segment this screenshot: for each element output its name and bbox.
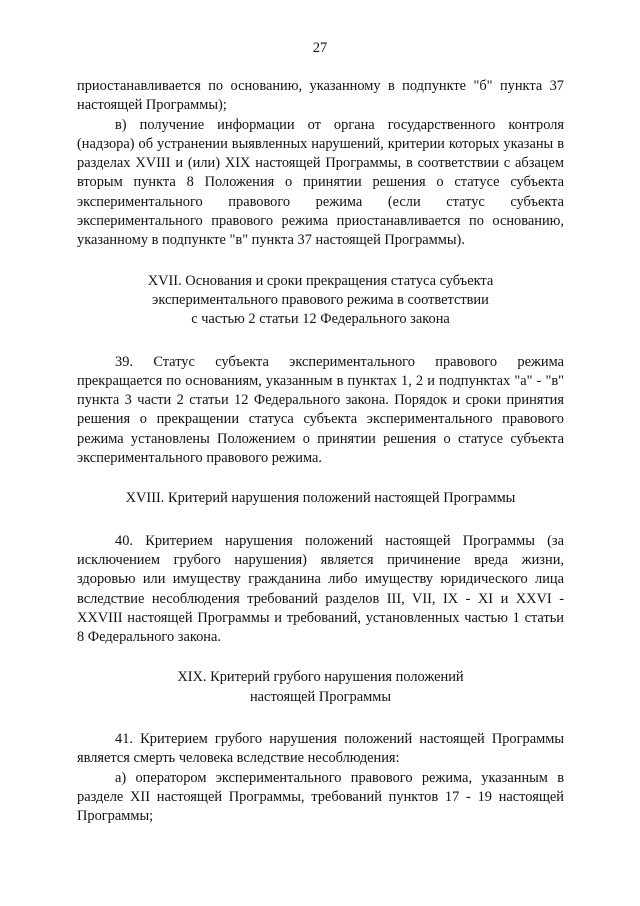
page-number: 27	[312, 40, 328, 56]
section-heading-xvii: XVII. Основания и сроки прекращения статуса субъекта экспериментального правового режима в соответствии с частью 2 статьи 12 Федерального закона	[147, 272, 494, 328]
section-heading-xviii: XVIII. Критерий нарушения положений настоящей Программы	[125, 490, 516, 507]
section-heading-xix: XIX. Критерий грубого нарушения положений настоящей Программы	[177, 669, 464, 705]
paragraph-39: 39. Статус субъекта экспериментального правового режима прекращается по основаниям, указанным в пунктах 1, 2 и подпунктах "а" - "в" пункта 3 части 2 статьи 12 Федерального закона. Порядок и сроки принятия решения о прекращении статуса субъекта экспериментального правового режима установлены Положением о принятии решения о статусе субъекта экспериментального правового режима.	[77, 353, 564, 467]
paragraph-item-v: в) получение информации от органа государственного контроля (надзора) об устранении выявленных нарушений, критерии которых указаны в разделах XVIII и (или) XIX настоящей Программы, в соответствии с абзацем вторым пункта 8 Положения о принятии решения о статусе субъекта экспериментального правового режима (если статус субъекта экспериментального правового режима приостанавливается по основанию, указанному в подпункте "в" пункта 37 настоящей Программы).	[77, 116, 564, 249]
paragraph-40: 40. Критерием нарушения положений настоящей Программы (за исключением грубого нарушения) является причинение вреда жизни, здоровью или имуществу гражданина либо имуществу юридического лица вследствие несоблюдения требований разделов III, VII, IX - XI и XXVI - XXVIII настоящей Программы и требований, установленных частью 1 статьи 8 Федерального закона.	[77, 532, 564, 646]
paragraph-continuation: приостанавливается по основанию, указанному в подпункте "б" пункта 37 настоящей Программы);	[77, 78, 564, 114]
document-body	[77, 77, 564, 827]
paragraph-41-item-a: а) оператором экспериментального правового режима, указанным в разделе XII настоящей Программы, требований пунктов 17 - 19 настоящей Программы;	[77, 769, 564, 825]
paragraph-41: 41. Критерием грубого нарушения положений настоящей Программы является смерть человека вследствие несоблюдения:	[77, 731, 564, 767]
